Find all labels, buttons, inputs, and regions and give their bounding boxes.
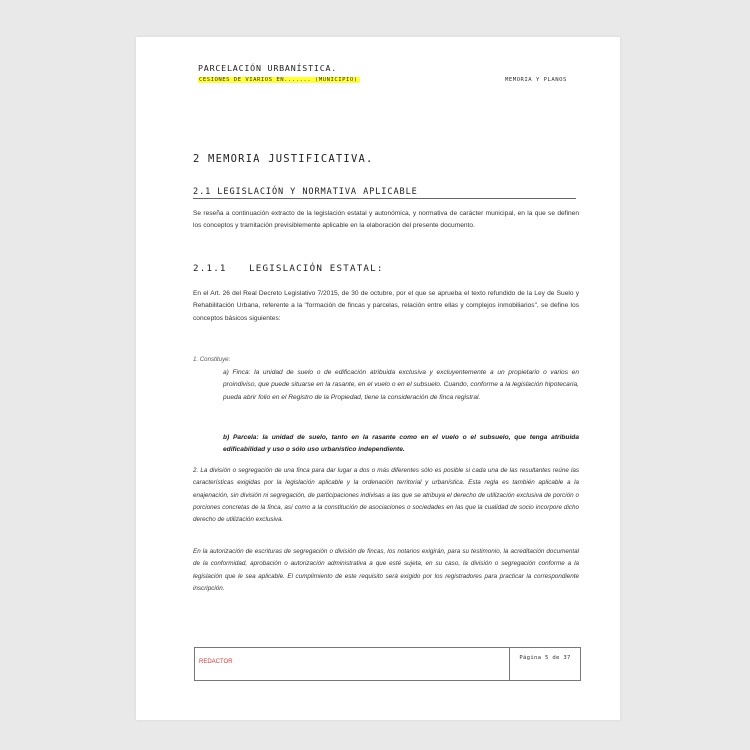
section-heading-1: 2 MEMORIA JUSTIFICATIVA. (193, 153, 374, 165)
page-footer (194, 647, 581, 681)
footer-redactor: REDACTOR (199, 659, 233, 665)
intro-paragraph: Se reseña a continuación extracto de la legislación estatal y autonómica, y normativa de carácter municipal, en la que se definen los conceptos y tramitación previsiblemente aplicable en la elaboración del presente documento. (193, 210, 579, 230)
paragraph-2: 2. La división o segregación de una finca para dar lugar a dos o más diferentes sólo es posible si cada una de las resultantes reúne las características exigidas por la legislación aplicable y la ordenación territorial y urbanística. Esta regla es también aplicable a la enajenación, sin división ni segregación, de participaciones indivisas a las que se atribuya el derecho de utilización exclusiva de porción o porciones concretas de la finca, así como a la constitución de asociaciones o sociedades en las que la cualidad de socio incorpore dicho derecho de utilización exclusiva. (193, 467, 579, 524)
item-a-finca: a) Finca: la unidad de suelo o de edificación atribuida exclusiva y excluyentemente a un propietario o varios en proindiviso, que puede situarse en la rasante, en el vuelo o en el subsuelo. Cuando, conforme a la legislación hipotecaria, pueda abrir folio en el Registro de la Propiedad, tiene la consideración de finca registral. (223, 369, 579, 401)
paragraph-3: En la autorización de escrituras de segregación o división de fincas, los notarios exigirán, para su testimonio, la acreditación documental de la conformidad, aprobación o autorización administrativa a que esté sujeta, en su caso, la división o segregación conforme a la legislación que le sea aplicable. El cumplimiento de este requisito será exigido por los registradores para practicar la correspondiente inscripción. (193, 548, 579, 592)
header-right: MEMORIA Y PLANOS (505, 77, 567, 83)
header-title: PARCELACIÓN URBANÍSTICA. (198, 63, 338, 73)
document-page (136, 37, 620, 720)
section-heading-2: 2.1 LEGISLACIÓN Y NORMATIVA APLICABLE (193, 187, 576, 199)
heading-3-title: LEGISLACIÓN ESTATAL: (249, 263, 384, 274)
item-b-parcela: b) Parcela: la unidad de suelo, tanto en la rasante como en el vuelo o el subsuelo, que tenga atribuida edificabilidad y uso o sólo uso urbanístico independiente. (223, 434, 579, 454)
footer-divider (509, 648, 510, 680)
list-label: 1. Constituye: (193, 356, 231, 363)
heading-3-number: 2.1.1 (193, 263, 227, 274)
footer-page-number: Página 5 de 37 (519, 655, 571, 661)
header-subtitle-highlight: CESIONES DE VIARIOS EN....... (MUNICIPIO) (199, 77, 358, 83)
estatal-paragraph: En el Art. 26 del Real Decreto Legislativo 7/2015, de 30 de octubre, por el que se aprueba el texto refundido de la Ley de Suelo y Rehabilitación Urbana, referente a la "formación de fincas y parcelas, relación entre ellas y complejos inmobiliarios", se define los conceptos básicos siguientes: (193, 290, 579, 322)
section-heading-3 (193, 263, 384, 274)
